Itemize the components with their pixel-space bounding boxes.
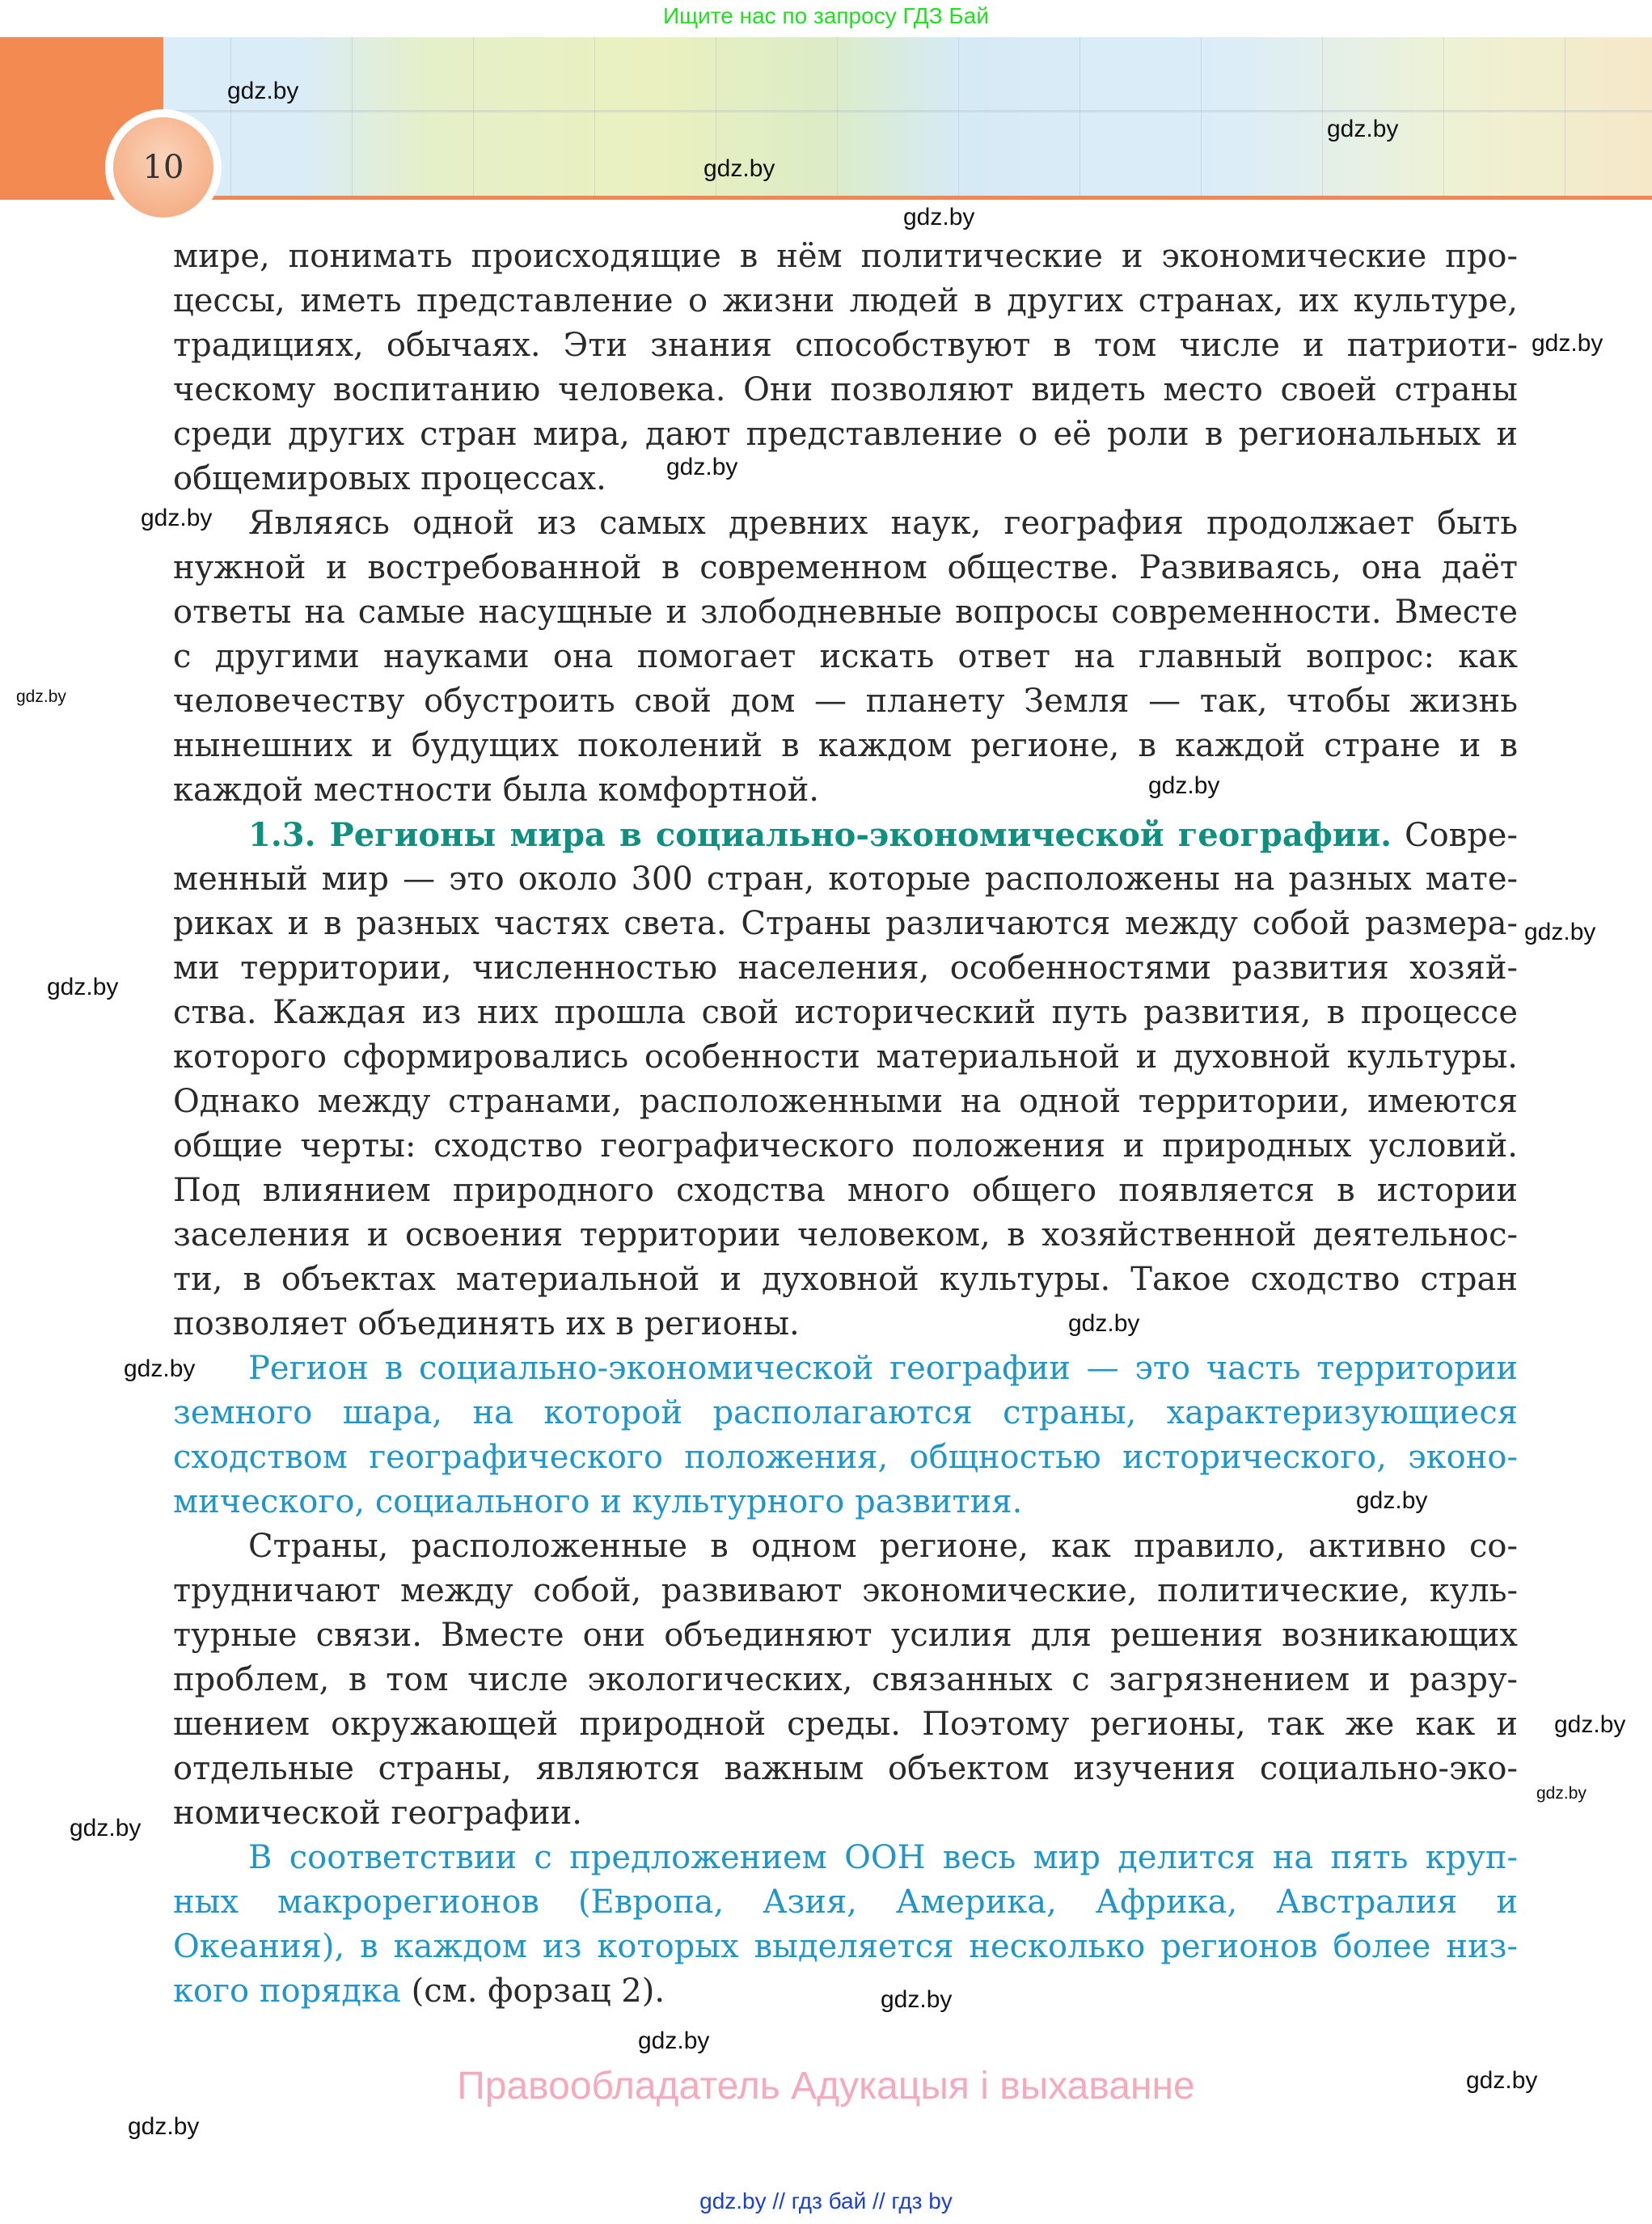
page-number: 10 — [142, 149, 184, 186]
watermark-text: gdz.by — [1356, 1487, 1428, 1514]
watermark-text: gdz.by — [1536, 1784, 1587, 1803]
body-text: позволяет объединять их в регионы. — [173, 1305, 800, 1342]
text-line — [173, 1213, 1518, 1258]
text-line — [173, 1391, 1518, 1435]
body-text: традициях, обычаях. Эти знания способствуют в том числе и патриоти- — [173, 327, 1518, 364]
text-line — [173, 457, 1518, 501]
text-line — [173, 412, 1518, 457]
text-line — [173, 1524, 1518, 1569]
watermark-text: gdz.by — [1327, 116, 1399, 142]
watermark-text: gdz.by — [70, 1815, 142, 1841]
definition-text: В соответствии с предложением ООН весь мир делится на пять круп- — [248, 1839, 1518, 1876]
watermark-text: gdz.by — [1524, 919, 1596, 945]
text-line — [173, 1791, 1518, 1836]
body-text: цессы, иметь представление о жизни людей в других странах, их культуре, — [173, 282, 1518, 319]
body-text: которого сформировались особенности материальной и духовной культуры. — [173, 1038, 1518, 1076]
text-line — [173, 857, 1518, 902]
text-line — [173, 946, 1518, 991]
body-text: среди других стран мира, дают представление о её роли в региональных и — [173, 416, 1518, 453]
text-line — [173, 902, 1518, 946]
text-line — [173, 368, 1518, 412]
header-divider — [0, 196, 1652, 200]
watermark-text: gdz.by — [638, 2027, 710, 2054]
watermark-text: gdz.by — [47, 974, 119, 1000]
text-line — [173, 546, 1518, 590]
body-text: (см. форзац 2). — [400, 1972, 665, 2010]
body-text: общие черты: сходство географического положения и природных условий. — [173, 1127, 1518, 1165]
definition-text: мического, социального и культурного развития. — [173, 1483, 1023, 1520]
page-body — [173, 235, 1518, 2014]
body-text: ческому воспитанию человека. Они позволяют видеть место своей страны — [173, 371, 1518, 408]
text-line — [173, 724, 1518, 768]
watermark-text: gdz.by — [128, 2113, 200, 2140]
section-heading: 1.3. Регионы мира в социально-экономической географии. — [248, 816, 1392, 854]
watermark-text: gdz.by — [227, 78, 299, 104]
body-text: ответы на самые насущные и злободневные вопросы современности. Вместе — [173, 594, 1518, 631]
text-line — [173, 768, 1518, 813]
text-line — [173, 1747, 1518, 1791]
definition-text: кого порядка — [173, 1972, 401, 2010]
globe-icon — [113, 117, 213, 218]
text-line — [173, 279, 1518, 323]
body-text: трудничают между собой, развивают экономические, политические, куль- — [173, 1572, 1518, 1609]
text-line — [173, 1302, 1518, 1347]
world-map-banner — [0, 37, 1652, 196]
body-text: номической географии. — [173, 1795, 582, 1832]
body-text: Являясь одной из самых древних наук, география продолжает быть — [248, 505, 1518, 542]
body-text: ми территории, численностью населения, особенностями развития хозяй- — [173, 949, 1518, 987]
body-text: ти, в объектах материальной и духовной культуры. Такое сходство стран — [173, 1261, 1518, 1298]
body-text: Под влиянием природного сходства много общего появляется в истории — [173, 1172, 1518, 1209]
text-line — [173, 1613, 1518, 1658]
body-text: нужной и востребованной в современном обществе. Развиваясь, она даёт — [173, 549, 1518, 586]
body-text: общемировых процессах. — [173, 460, 606, 497]
definition-text: ных макрорегионов (Европа, Азия, Америка, Африка, Австралия и — [173, 1884, 1518, 1921]
text-line — [173, 813, 1518, 857]
watermark-text: gdz.by — [1532, 330, 1603, 357]
definition-text: сходством географического положения, общностью исторического, эконо- — [173, 1439, 1518, 1476]
body-text: проблем, в том числе экологических, связанных с загрязнением и разру- — [173, 1661, 1518, 1698]
text-line — [173, 1035, 1518, 1080]
footer-links[interactable]: gdz.by // гдз бай // гдз by — [699, 2188, 953, 2213]
text-line — [173, 1658, 1518, 1702]
text-line — [173, 1258, 1518, 1302]
body-text: Однако между странами, расположенными на одной территории, имеются — [173, 1083, 1518, 1120]
body-text: ства. Каждая из них прошла свой исторический путь развития, в процессе — [173, 994, 1518, 1031]
copyright-owner-note: Правообладатель Адукацыя і выхаванне — [457, 2065, 1195, 2108]
watermark-text: gdz.by — [1466, 2067, 1538, 2094]
text-line — [173, 1925, 1518, 1969]
body-text: заселения и освоения территории человеком, в хозяйственной деятельнос- — [173, 1216, 1518, 1254]
body-text: каждой местности была комфортной. — [173, 772, 820, 809]
definition-text: Регион в социально-экономической географии — это часть территории — [248, 1350, 1518, 1387]
text-line — [173, 1480, 1518, 1524]
body-text: мире, понимать происходящие в нём политические и экономические про- — [173, 238, 1518, 275]
body-text: с другими науками она помогает искать ответ на главный вопрос: как — [173, 638, 1518, 675]
body-text: менный мир — это около 300 стран, которые расположены на разных мате- — [173, 860, 1518, 898]
definition-text: Океания), в каждом из которых выделяется несколько регионов более низ- — [173, 1928, 1518, 1965]
text-line — [173, 1702, 1518, 1747]
body-text: шением окружающей природной среды. Поэтому регионы, так же как и — [173, 1706, 1518, 1743]
text-line — [173, 1569, 1518, 1613]
watermark-text: gdz.by — [703, 155, 775, 182]
text-line — [173, 991, 1518, 1035]
body-text: нынешних и будущих поколений в каждом регионе, в каждой стране и в — [173, 727, 1518, 764]
text-line — [173, 1124, 1518, 1169]
search-note: Ищите нас по запросу ГДЗ Бай — [662, 3, 990, 28]
watermark-text: gdz.by — [666, 454, 738, 480]
text-line — [173, 1880, 1518, 1925]
body-text: отдельные страны, являются важным объектом изучения социально-эко- — [173, 1750, 1518, 1787]
text-line — [173, 1347, 1518, 1391]
watermark-text: gdz.by — [881, 1986, 953, 2013]
body-text: риках и в разных частях света. Страны различаются между собой размера- — [173, 905, 1518, 942]
body-text: Страны, расположенные в одном регионе, как правило, активно со- — [248, 1528, 1518, 1565]
watermark-text: gdz.by — [124, 1355, 196, 1382]
watermark-text: gdz.by — [141, 505, 213, 531]
watermark-text: gdz.by — [1068, 1310, 1140, 1337]
text-line — [173, 590, 1518, 635]
body-text: человечеству обустроить свой дом — планету Земля — так, чтобы жизнь — [173, 683, 1518, 720]
watermark-text: gdz.by — [1554, 1711, 1626, 1738]
watermark-text: gdz.by — [903, 204, 975, 230]
text-line — [173, 679, 1518, 724]
definition-text: земного шара, на которой располагаются страны, характеризующиеся — [173, 1394, 1518, 1431]
text-line — [173, 323, 1518, 368]
body-text: Совре- — [1392, 817, 1518, 854]
text-line — [173, 1435, 1518, 1480]
watermark-text: gdz.by — [16, 687, 66, 706]
text-line — [173, 235, 1518, 279]
body-text: турные связи. Вместе они объединяют усилия для решения возникающих — [173, 1617, 1518, 1654]
text-line — [173, 1080, 1518, 1124]
text-line — [173, 501, 1518, 546]
text-line — [173, 1836, 1518, 1880]
watermark-text: gdz.by — [1148, 772, 1220, 799]
text-line — [173, 1169, 1518, 1213]
page-number-badge — [105, 109, 222, 226]
text-line — [173, 1969, 1518, 2014]
text-line — [173, 635, 1518, 679]
